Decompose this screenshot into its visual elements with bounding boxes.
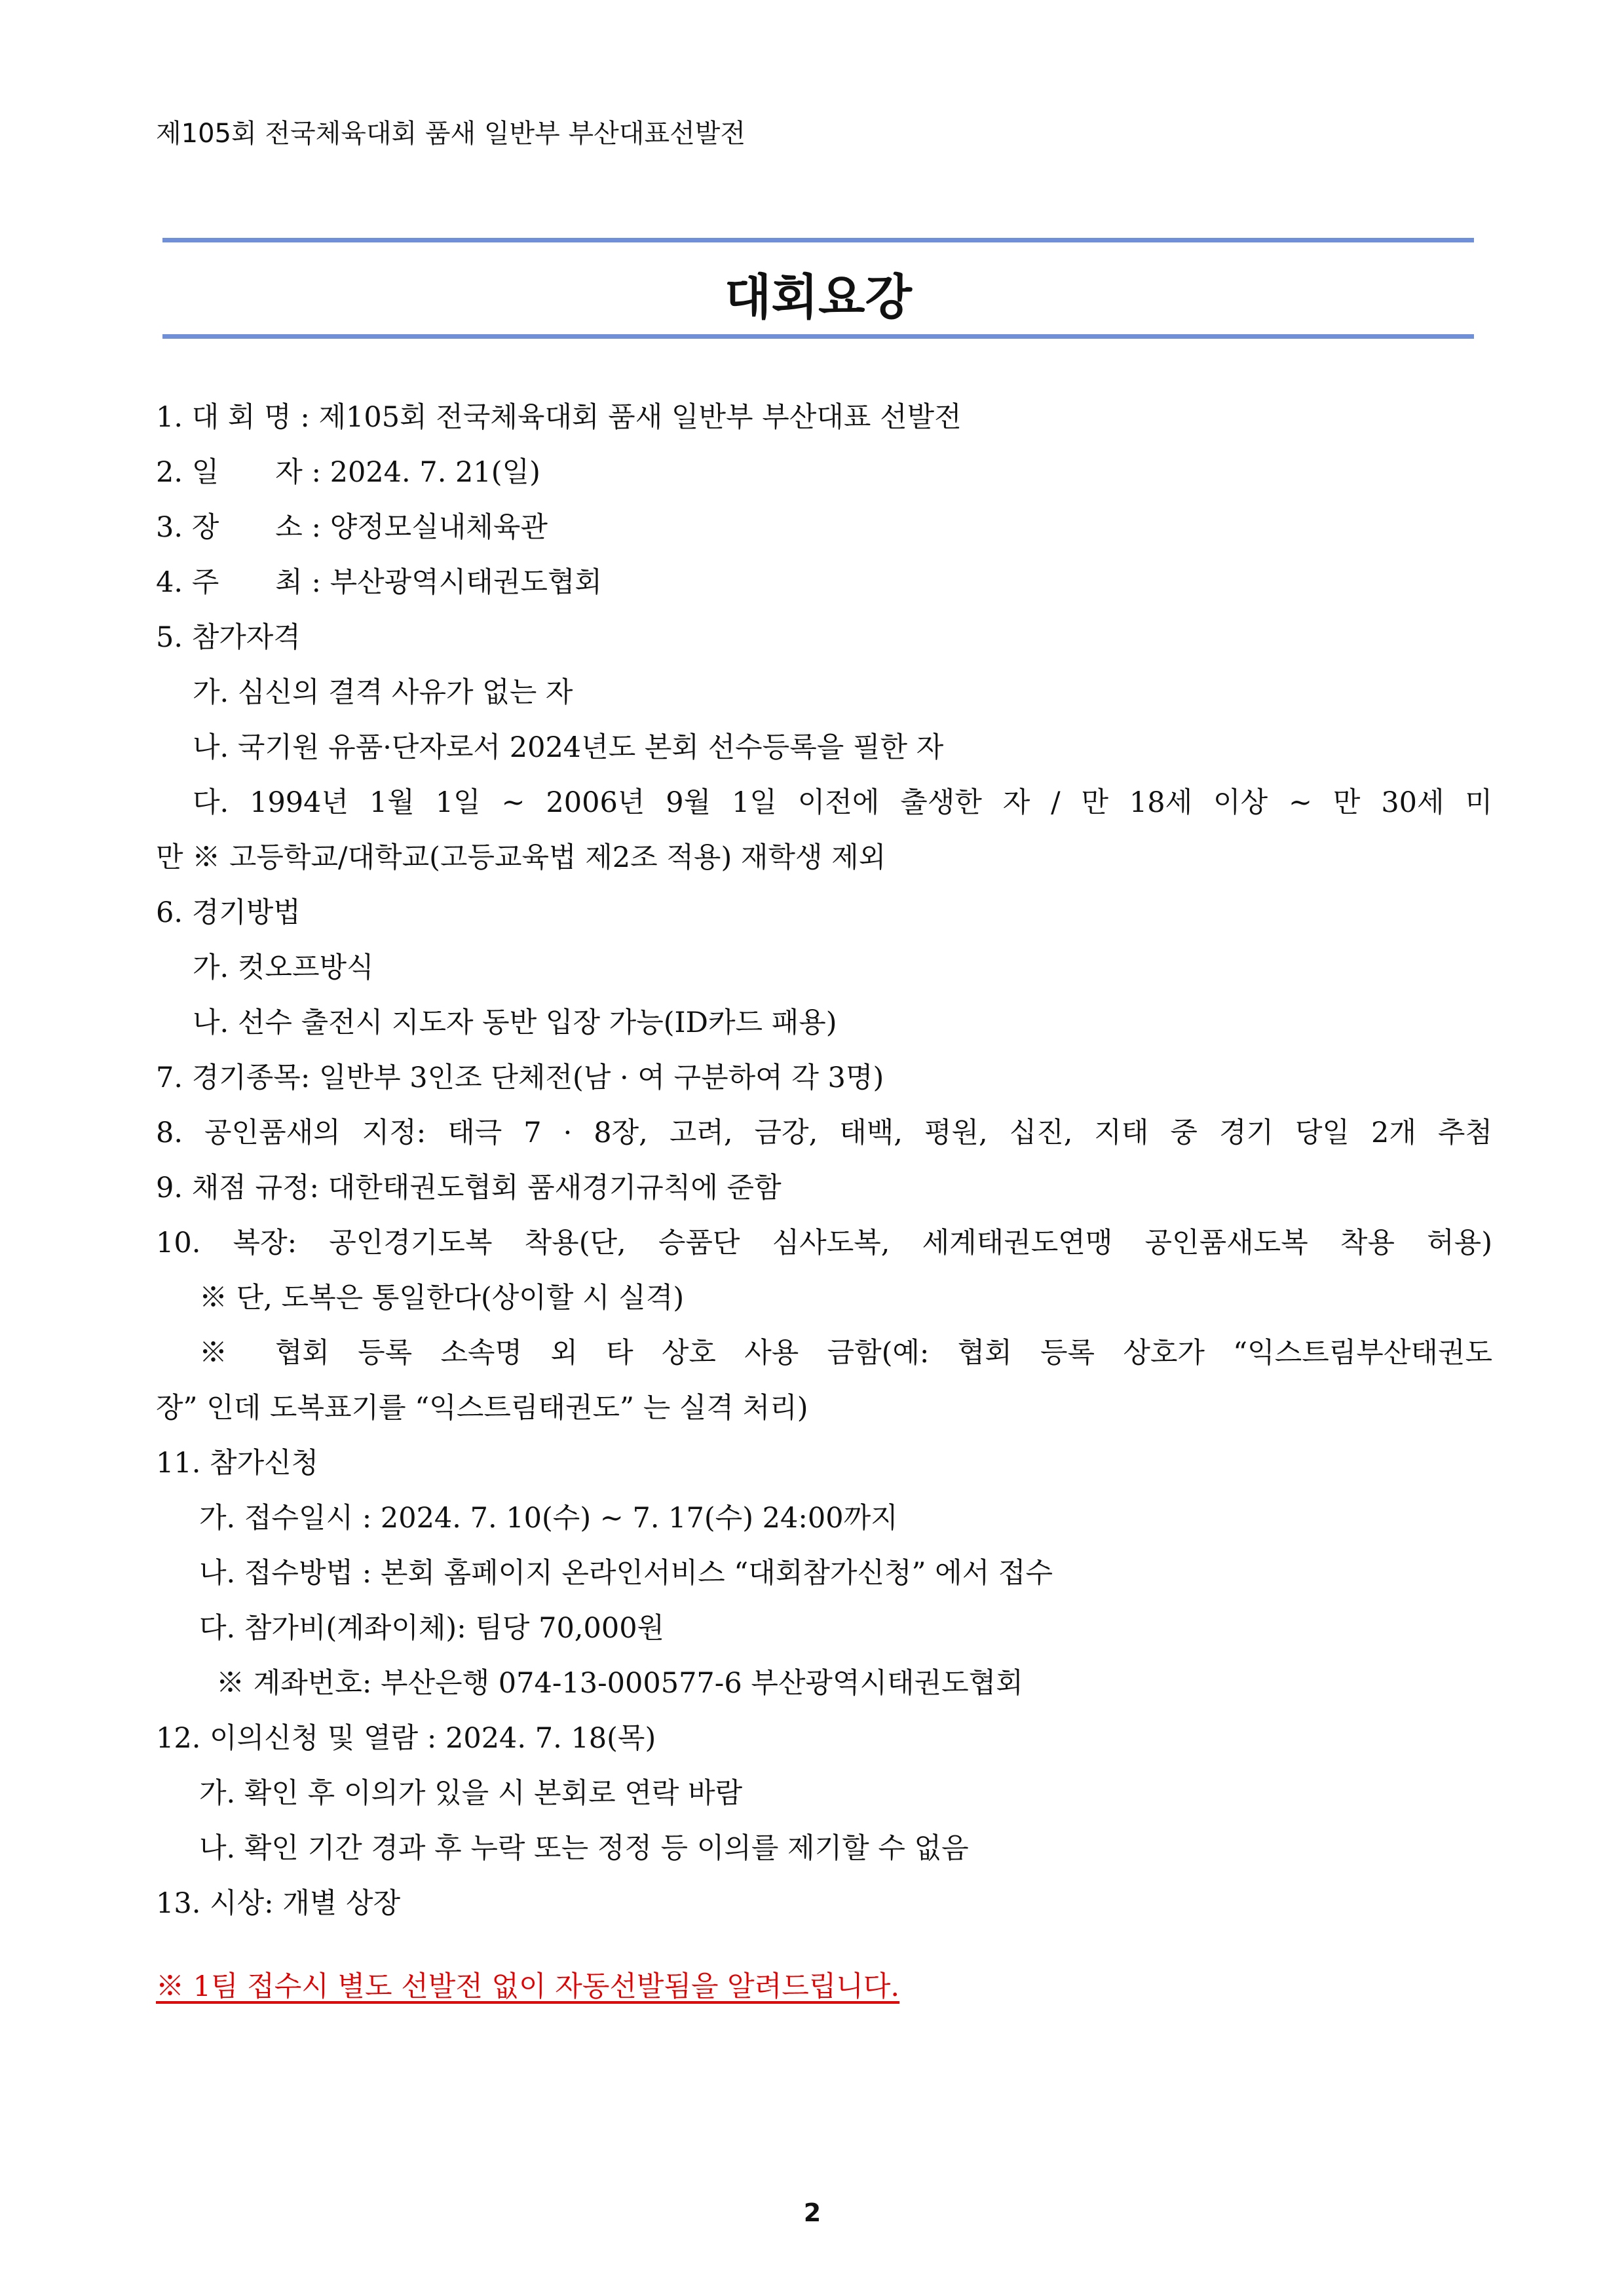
uniform-note-2-cont: 장” 인데 도복표기를 “익스트림태권도” 는 실격 처리) [156,1392,808,1425]
item-awards: 13. 시상: 개별 상장 [156,1887,401,1920]
page-header: 제105회 전국체육대회 품새 일반부 부산대표선발전 [156,119,746,149]
registration-b: 나. 접수방법 : 본회 홈페이지 온라인서비스 “대회참가신청” 에서 접수 [199,1557,1053,1590]
objection-a: 가. 확인 후 이의가 있을 시 본회로 연락 바람 [199,1777,743,1810]
guidelines-body [156,390,1492,1931]
uniform-note-2: ※ 협회 등록 소속명 외 타 상호 사용 금함(예: 협회 등록 상호가 “익스트림부산태권도 [199,1337,1492,1369]
item-venue: 3. 장 소 : 양정모실내체육관 [156,511,548,544]
uniform-note-1: ※ 단, 도복은 통일한다(상이할 시 실격) [199,1282,685,1314]
item-uniform: 10. 복장: 공인경기도복 착용(단, 승품단 심사도복, 세계태권도연맹 공인품새도복 착용 허용) [156,1227,1492,1259]
item-date: 2. 일 자 : 2024. 7. 21(일) [156,456,540,489]
eligibility-a: 가. 심신의 결격 사유가 없는 자 [193,676,573,709]
registration-account: ※ 계좌번호: 부산은행 074-13-000577-6 부산광역시태권도협회 [216,1667,1023,1700]
objection-b: 나. 확인 기간 경과 후 누락 또는 정정 등 이의를 제기할 수 없음 [199,1832,969,1865]
title-rule-top [162,238,1474,242]
method-b: 나. 선수 출전시 지도자 동반 입장 가능(ID카드 패용) [193,1006,837,1039]
registration-a: 가. 접수일시 : 2024. 7. 10(수) ~ 7. 17(수) 24:00까지 [199,1502,898,1535]
registration-c: 다. 참가비(계좌이체): 팀당 70,000원 [199,1612,665,1645]
item-host: 4. 주 최 : 부산광역시태권도협회 [156,566,602,599]
eligibility-c-cont: 만 ※ 고등학교/대학교(고등교육법 제2조 적용) 재학생 제외 [156,841,886,874]
item-registration: 11. 참가신청 [156,1447,319,1480]
item-event-name: 1. 대 회 명 : 제105회 전국체육대회 품새 일반부 부산대표 선발전 [156,401,962,434]
item-poomsae: 8. 공인품새의 지정: 태극 7 · 8장, 고려, 금강, 태백, 평원, 십진, 지태 중 경기 당일 2개 추첨 [156,1117,1492,1149]
method-a: 가. 컷오프방식 [193,951,374,984]
eligibility-c: 다. 1994년 1월 1일 ~ 2006년 9월 1일 이전에 출생한 자 / 만 18세 이상 ~ 만 30세 미 [193,786,1492,819]
item-events: 7. 경기종목: 일반부 3인조 단체전(남 · 여 구분하여 각 3명) [156,1062,884,1094]
auto-selection-notice: ※ 1팀 접수시 별도 선발전 없이 자동선발됨을 알려드립니다. [156,1970,900,2003]
eligibility-b: 나. 국기원 유품·단자로서 2024년도 본회 선수등록을 필한 자 [193,731,944,764]
page-number: 2 [803,2198,821,2227]
item-scoring: 9. 채점 규정: 대한태권도협회 품새경기규칙에 준함 [156,1172,782,1204]
item-method: 6. 경기방법 [156,896,301,929]
title-rule-bottom [162,334,1474,339]
item-eligibility: 5. 참가자격 [156,621,301,654]
item-objection: 12. 이의신청 및 열람 : 2024. 7. 18(목) [156,1722,656,1755]
page-title: 대회요강 [725,269,912,326]
